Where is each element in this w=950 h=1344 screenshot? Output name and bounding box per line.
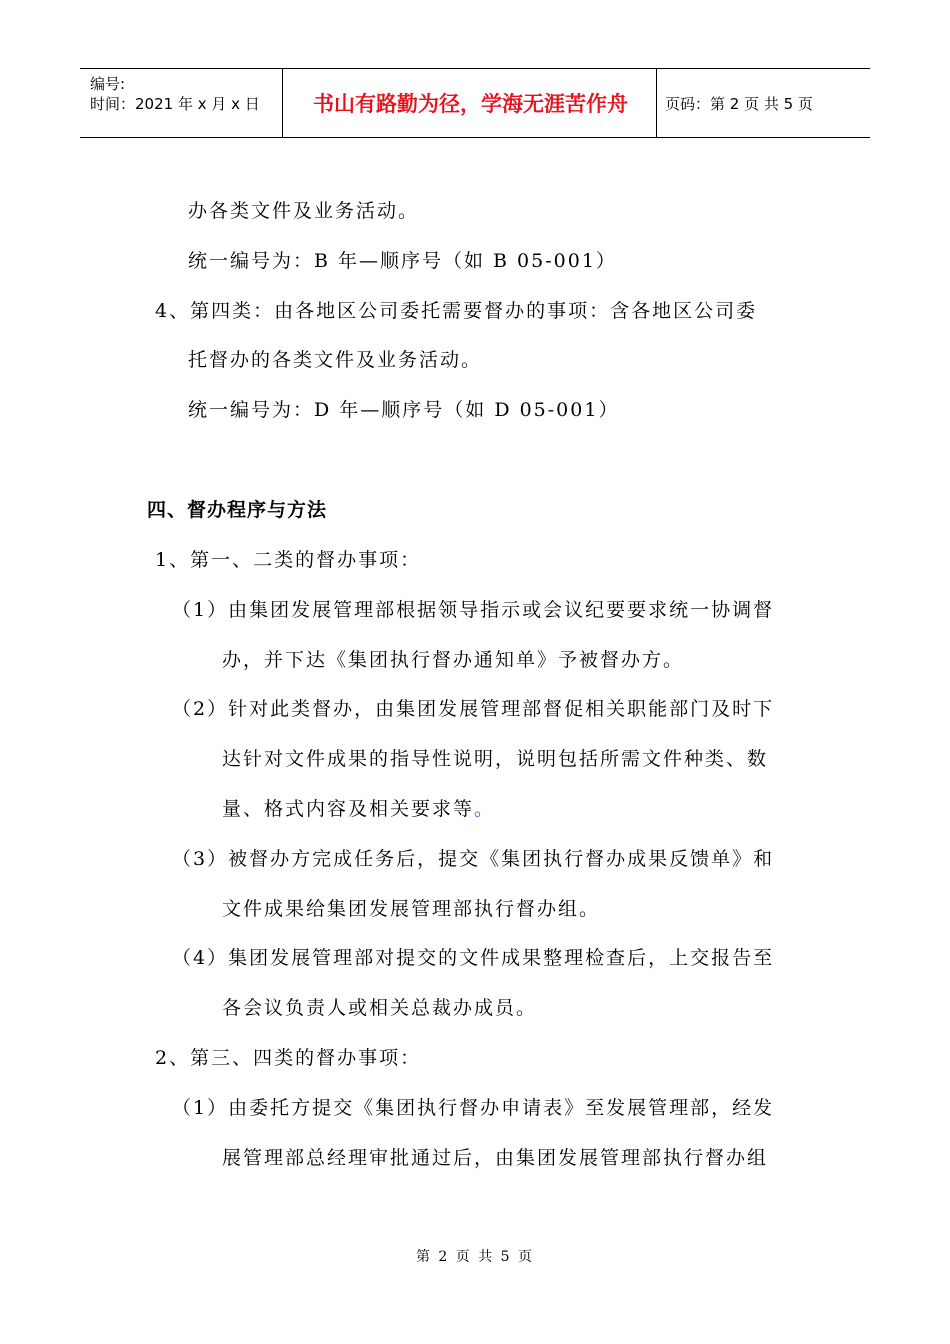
body-line: 各会议负责人或相关总裁办成员。 bbox=[222, 997, 538, 1019]
body-line: （1）由集团发展管理部根据领导指示或会议纪要要求统一协调督 bbox=[172, 599, 775, 621]
body-line: 2、第三、四类的督办事项： bbox=[155, 1047, 422, 1069]
page-footer: 第 2 页 共 5 页 bbox=[415, 1249, 535, 1265]
body-line: 办各类文件及业务活动。 bbox=[188, 200, 420, 222]
body-line: （3）被督办方完成任务后，提交《集团执行督办成果反馈单》和 bbox=[172, 848, 775, 870]
body-line-period: 。 bbox=[474, 798, 496, 820]
body-line: 托督办的各类文件及业务活动。 bbox=[188, 349, 483, 371]
body-line: 统一编号为：B 年—顺序号（如 B 05-001） bbox=[188, 250, 617, 272]
body-line: 展管理部总经理审批通过后，由集团发展管理部执行督办组 bbox=[222, 1147, 769, 1169]
body-line: 统一编号为：D 年—顺序号（如 D 05-001） bbox=[188, 399, 620, 421]
body-line: 1、第一、二类的督办事项： bbox=[155, 549, 422, 571]
header-page-info: 页码：第 2 页 共 5 页 bbox=[665, 94, 813, 113]
header-motto: 书山有路勤为径，学海无涯苦作舟 bbox=[313, 92, 628, 116]
body-line: 4、第四类：由各地区公司委托需要督办的事项：含各地区公司委 bbox=[155, 300, 758, 322]
body-line: （2）针对此类督办，由集团发展管理部督促相关职能部门及时下 bbox=[172, 698, 775, 720]
header-divider bbox=[656, 69, 657, 137]
body-line: 达针对文件成果的指导性说明，说明包括所需文件种类、数 bbox=[222, 748, 769, 770]
number-label: 编号: bbox=[90, 75, 126, 93]
body-line bbox=[222, 797, 495, 821]
body-line: 办，并下达《集团执行督办通知单》予被督办方。 bbox=[222, 649, 685, 671]
body-line-text: 量、格式内容及相关要求等 bbox=[222, 798, 475, 820]
header-table bbox=[80, 68, 870, 138]
header-meta bbox=[80, 69, 282, 137]
time-label: 时间：2021 年 x 月 x 日 bbox=[90, 95, 260, 113]
body-line: （1）由委托方提交《集团执行督办申请表》至发展管理部，经发 bbox=[172, 1097, 775, 1119]
body-line: （4）集团发展管理部对提交的文件成果整理检查后，上交报告至 bbox=[172, 947, 775, 969]
section-heading: 四、督办程序与方法 bbox=[147, 499, 328, 521]
body-line: 文件成果给集团发展管理部执行督办组。 bbox=[222, 898, 601, 920]
